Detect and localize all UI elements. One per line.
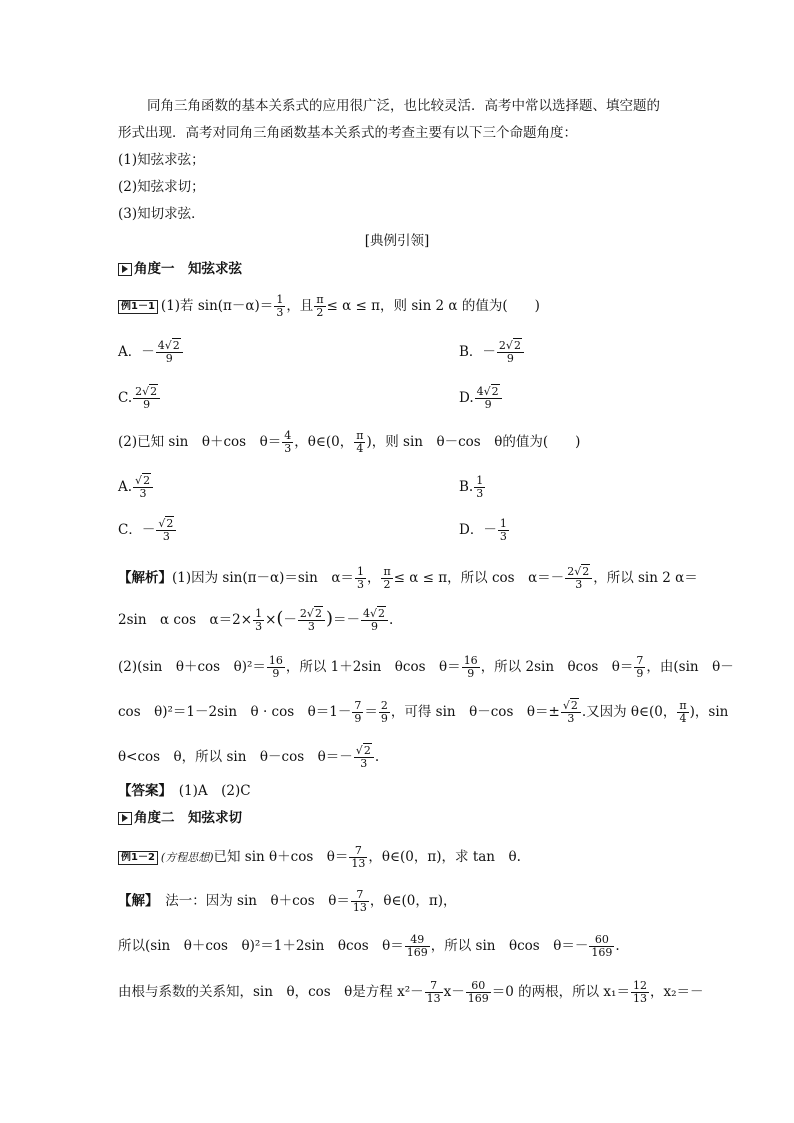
example-1-1-q1 [118, 294, 540, 319]
play-marker-icon [118, 812, 132, 825]
answer-label: 【答案】 [118, 783, 166, 799]
angle-1-title: 角度一 知弦求弦 [134, 261, 242, 277]
analysis-line-2: 2sin α cos α＝2× $\frac{1}{3}$ ×(－ $\frac{2√2}{3}$ )＝－ $\frac{4√2}{9}$ . [118, 607, 394, 633]
angle-1-heading [118, 259, 242, 279]
q2-option-a: A. $\frac{√2}{3}$ [118, 475, 154, 500]
example-1-1-q2: (2)已知 sin θ＋cos θ＝ $\frac{4}{3}$ ，θ∈(0， $\frac{\pi}{4}$ )，则 sin θ－cos θ的值为( ) [118, 429, 581, 455]
option-a: A．－ $\frac{4√2}{9}$ [118, 340, 184, 365]
example-tag: 例1－2 [118, 851, 158, 865]
section-title: [典例引领] [364, 233, 430, 249]
analysis-line-4: cos θ)²＝1－2sin θ · cos θ＝1－ $\frac{7}{9}$ ＝ $\frac{2}{9}$ ，可得 sin θ－cos θ＝± $\frac{√2}{3}$ .又因为 θ∈(0， $\frac{\pi}{4}$ )，sin [118, 699, 729, 725]
example-note: (方程思想) [160, 851, 214, 864]
solution-line-1: 【解】 法一：因为 sin θ＋cos θ＝ $\frac{7}{13}$ ，θ∈(0，π)， [118, 888, 457, 914]
analysis-line-5: θ<cos θ，所以 sin θ－cos θ＝－ $\frac{√2}{3}$ . [118, 744, 380, 770]
q2-option-d: D．－ $\frac{1}{3}$ [459, 517, 507, 543]
option-d: D. $\frac{4√2}{9}$ [459, 386, 503, 411]
intro-line-1: 同角三角函数的基本关系式的应用很广泛，也比较灵活．高考中常以选择题、填空题的 [147, 98, 660, 114]
example-1-2: 例1－2 (方程思想)已知 sin θ＋cos θ＝ $\frac{7}{13}$ ，θ∈(0，π)，求 tan θ. [118, 845, 521, 870]
solution-line-3: 由根与系数的关系知，sin θ，cos θ是方程 x²－ $\frac{7}{13}$ x－ $\frac{60}{169}$ ＝0 的两根，所以 x₁＝ $\frac{12}{13}$ ，x₂＝－ [118, 979, 704, 1005]
solution-line-2: 所以(sin θ＋cos θ)²＝1＋2sin θcos θ＝ $\frac{49}{169}$ ，所以 sin θcos θ＝－ $\frac{60}{169}$ . [118, 933, 620, 959]
solution-label: 【解】 [118, 893, 152, 909]
angle-2-heading [118, 808, 242, 828]
play-marker-icon [118, 263, 132, 276]
answer-text: (1)A (2)C [178, 783, 251, 799]
answer-line [118, 781, 251, 801]
q1-text-b: ，且 [286, 298, 314, 314]
option-b: B．－ $\frac{2√2}{9}$ [459, 340, 525, 365]
intro-item-2: (2)知弦求切； [118, 179, 205, 195]
example-tag: 例1－1 [118, 300, 158, 314]
fraction: $\frac{\pi}{2}$ [316, 293, 324, 319]
q1-text-c: ≤ α ≤ π，则 sin 2 α 的值为( ) [326, 298, 540, 314]
analysis-line-1: 【解析】(1)因为 sin(π－α)＝sin α＝ $\frac{1}{3}$ ， $\frac{\pi}{2}$ ≤ α ≤ π，所以 cos α＝－ $\frac{2√2}{3}$ ，所以 sin 2 α＝ [118, 565, 698, 591]
analysis-label: 【解析】 [118, 570, 172, 586]
option-c: C. $\frac{2√2}{9}$ [118, 386, 161, 411]
intro-line-2: 形式出现．高考对同角三角函数基本关系式的考查主要有以下三个命题角度： [118, 125, 577, 141]
intro-item-3: (3)知切求弦． [118, 206, 205, 222]
angle-2-title: 角度二 知弦求切 [134, 810, 242, 826]
intro-item-1: (1)知弦求弦； [118, 152, 205, 168]
q2-option-c: C．－ $\frac{√2}{3}$ [118, 518, 177, 543]
q2-option-b: B. $\frac{1}{3}$ [459, 474, 484, 500]
q1-text-a: (1)若 sin(π－α)＝ [160, 298, 274, 314]
analysis-line-3: (2)(sin θ＋cos θ)²＝ $\frac{16}{9}$ ，所以 1＋2sin θcos θ＝ $\frac{16}{9}$ ，所以 2sin θcos θ＝ $\frac{7}{9}$ ，由(sin θ－ [118, 654, 734, 680]
fraction: $\frac{1}{3}$ [276, 293, 284, 319]
